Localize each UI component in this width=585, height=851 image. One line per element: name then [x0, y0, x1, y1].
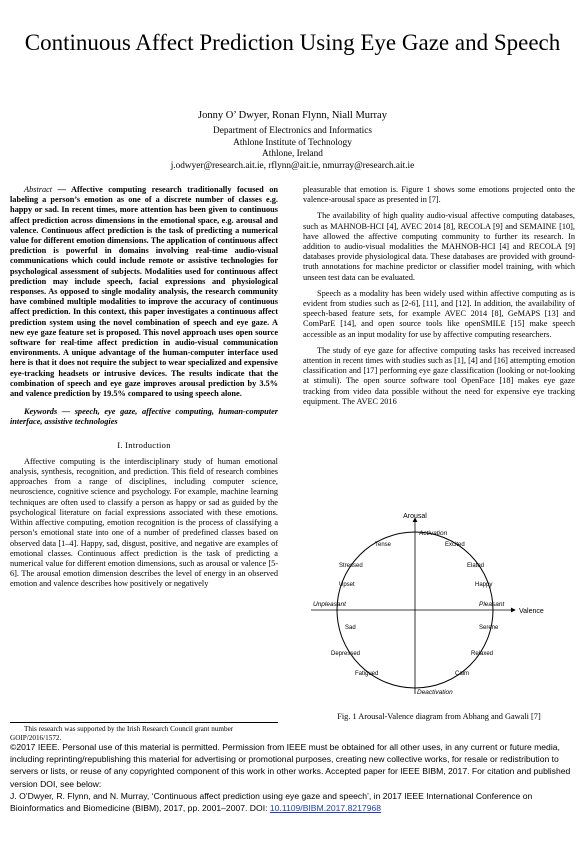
affiliation — [0, 126, 585, 172]
axis-label-arousal: Arousal — [403, 513, 427, 520]
paper-title: Continuous Affect Prediction Using Eye Gaze and Speech — [24, 30, 561, 55]
emotion-label: Depressed — [331, 651, 361, 657]
keywords-label: Keywords — [24, 407, 58, 417]
emotion-label: Elated — [467, 563, 485, 569]
emotion-label: Calm — [455, 671, 470, 677]
axis-label-valence: Valence — [519, 608, 544, 615]
body-paragraph: The study of eye gaze for affective computing tasks has received increased attention in recent times with studies such as [1], [4] and [16] attempting emotion classification and [17] performing eye gaze classification (looking or not-looking at stimuli). The open source software tool OpenFace [18] makes eye gaze tracking from video data possible without the need for expensive eye tracking equipment. The AVEC 2016 — [303, 345, 575, 406]
label-activation: Activation — [419, 530, 448, 537]
emotion-label: Happy — [475, 582, 493, 588]
affiliation-line: Department of Electronics and Informatics — [212, 126, 373, 136]
citation-text: J. O’Dwyer, R. Flynn, and N. Murray, ‘Continuous affect prediction using eye gaze and speech’, in 2017 IEEE International Conference on Bioinformatics and Biomedicine (BIBM), 2017, pp. 2001–2007. DOI: — [10, 790, 533, 814]
abstract-label: Abstract — [24, 185, 53, 194]
doi-link[interactable]: 10.1109/BIBM.2017.8217968 — [269, 803, 382, 814]
keywords-text: — speech, eye gaze, affective computing, human-computer interface, assistive technologies — [10, 407, 278, 427]
copyright-text: ©2017 IEEE. Personal use of this material is permitted. Permission from IEEE must be obtained for all other uses, in any current or future media, including reprinting/republishing this material for advertising or promotional purposes, creating new collective works, for resale or redistribution to servers or lists, or reuse of any copyrighted component of this work in other works. Accepted paper for IEEE BIBM, 2017. For citation and published version DOI, see below: — [10, 742, 571, 789]
author-list: Jonny O’ Dwyer, Ronan Flynn, Niall Murray — [198, 110, 387, 121]
label-pleasant: Pleasant — [479, 601, 505, 608]
emotion-label: Serene — [479, 625, 499, 631]
affiliation-line: Athlone Institute of Technology — [233, 137, 352, 148]
right-column — [303, 185, 575, 413]
section-heading: I. Introduction — [117, 439, 171, 450]
keywords — [10, 407, 278, 427]
author-emails: j.odwyer@research.ait.ie, rflynn@ait.ie, nmurray@research.ait.ie — [170, 160, 415, 171]
emotion-label: Upset — [339, 582, 355, 588]
copyright-notice — [10, 741, 575, 814]
body-paragraph: Affective computing is the interdisciplinary study of human emotional analysis, synthesis, recognition, and prediction. This field of research combines approaches from a range of disciplines, including computer science, neuroscience, cognitive science and psychology. For example, machine learning techniques are often used to classify a person as happy or sad as guided by the psychological literature on facial expressions associated with these emotions. Within affective computing, emotion recognition is the process of classifying a person’s emotional state into one of a number of predefined classes based on observed data [1–4]. Happy, sad, disgust, positive, and negative are examples of emotional classes. Continuous affect prediction is the task of predicting a numerical value for different emotion dimensions, such as arousal or valence [5-6]. The arousal emotion dimension describes the level of energy in an observed emotion and valence describes how positively or negatively — [10, 456, 278, 589]
arousal-valence-figure — [303, 508, 575, 704]
label-deactivation: Deactivation — [417, 689, 453, 696]
affiliation-line: Athlone, Ireland — [262, 149, 323, 160]
emotion-label: Tense — [375, 542, 392, 548]
left-column — [10, 185, 278, 596]
emotion-label: Stressed — [339, 563, 363, 569]
emotion-label: Fatigued — [355, 671, 379, 677]
body-paragraph: The availability of high quality audio-visual affective computing databases, such as MAHNOB-HCI [4], AVEC 2014 [8], RECOLA [9] and SEMAINE [10], have allowed the affective computing community to further its research. In addition to audio-visual modalities the MAHNOB-HCI [4] and RECOLA [9] databases provide physiological data. These databases are provided with ground-truth annotations for machine predictor or classifier model training, with which unseen test data can be evaluated. — [303, 211, 575, 282]
abstract-text: — Affective computing research traditionally focused on labeling a person’s emotion as one of a discrete number of classes e.g. happy or sad. In recent times, more attention has been given to continuous affect prediction across dimensions in the emotional space, e.g. arousal and valence. Continuous affect prediction is the task of predicting a numerical value for different emotion dimensions. The application of continuous affect prediction is powerful in domains involving real-time audio-visual communications which could include remote or assistive technologies for psychological assessment of subjects. Modalities used for continuous affect prediction may include speech, facial expressions and physiological responses. As opposed to single modality analysis, the research community have combined multiple modalities to improve the accuracy of continuous affect prediction. In this context, this paper investigates a continuous affect prediction system using the novel combination of speech and eye gaze. A new eye gaze feature set is proposed. This novel approach uses open source software for real-time affect prediction in audio-visual communication environments. A unique advantage of the human-computer interface used here is that it does not require the subject to wear specialized and expensive eye-tracking headsets or intrusive devices. The results indicate that the combination of speech and eye gaze improves arousal prediction by 3.5% and valence prediction by 19.5% compared to using speech alone. — [10, 185, 278, 399]
label-unpleasant: Unpleasant — [313, 601, 346, 608]
body-paragraph: Speech as a modality has been widely used within affective computing as is evident from studies such as [2-6], [11], and [12]. In addition, the availability of speech-based feature sets, for example AVEC 2014 [8], GeMAPS [13] and ComParE [14], and open source tools like openSMILE [15] make speech accessible as an input modality for use by affective computing researchers. — [303, 288, 575, 339]
emotion-label: Sad — [345, 625, 356, 631]
funding-footnote: This research was supported by the Irish Research Council grant number GOIP/2016/1572. — [10, 722, 278, 743]
figure-caption: Fig. 1 Arousal-Valence diagram from Abhang and Gawali [7] — [337, 712, 541, 721]
emotion-label: Relaxed — [471, 651, 494, 657]
abstract — [10, 185, 278, 399]
emotion-label: Excited — [445, 542, 465, 548]
arousal-valence-diagram — [303, 508, 575, 704]
body-paragraph: pleasurable that emotion is. Figure 1 shows some emotions projected onto the valence-arousal space as presented in [7]. — [303, 185, 575, 205]
